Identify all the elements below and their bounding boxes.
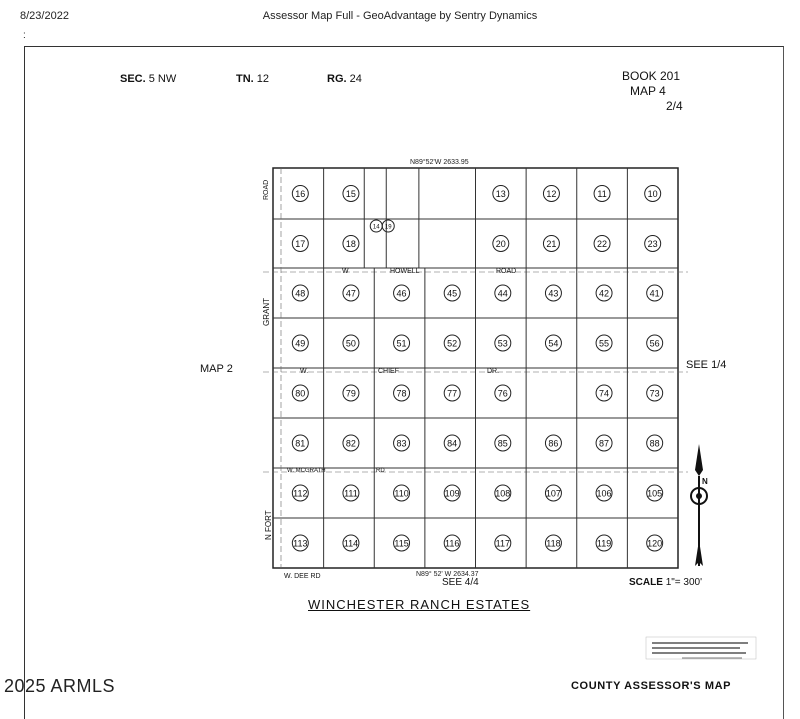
parcel-number: 82 xyxy=(345,438,356,449)
parcel-number: 117 xyxy=(495,538,510,549)
parcel-number: 44 xyxy=(497,288,508,299)
map-number: MAP 4 xyxy=(630,84,666,98)
book-number: BOOK 201 xyxy=(622,69,681,83)
parcel-number: 12 xyxy=(546,189,557,199)
armls-watermark: 2025 ARMLS xyxy=(4,676,116,696)
parcel-number: 54 xyxy=(548,338,559,349)
parcel-number: 41 xyxy=(649,288,660,299)
parcel-number: 16 xyxy=(295,189,306,199)
parcel-number: 50 xyxy=(345,338,356,349)
parcel-number: 13 xyxy=(495,189,506,199)
parcel-number: 19 xyxy=(384,224,392,231)
road-howell-suffix: ROAD xyxy=(496,268,517,275)
parcel-number: 108 xyxy=(495,488,511,499)
parcel-number: 51 xyxy=(396,338,407,349)
parcel-number: 109 xyxy=(444,488,460,499)
parcel-number: 15 xyxy=(345,189,356,199)
parcel-number: 86 xyxy=(548,438,559,449)
parcel-number: 110 xyxy=(394,488,409,499)
parcel-number: 14 xyxy=(372,224,380,231)
parcel-number: 78 xyxy=(396,388,407,399)
parcel-number: 119 xyxy=(596,538,612,549)
parcel-number: 23 xyxy=(647,239,658,249)
footer-title: COUNTY ASSESSOR'S MAP xyxy=(571,680,732,692)
parcel-number: 73 xyxy=(649,388,660,399)
parcel-number: 74 xyxy=(599,388,610,399)
parcel-number: 115 xyxy=(394,538,409,549)
parcel-number: 11 xyxy=(597,189,607,199)
parcel-number: 81 xyxy=(295,438,306,449)
township-label: TN. 12 xyxy=(236,73,270,85)
parcel-number: 43 xyxy=(548,288,559,299)
parcel-number: 42 xyxy=(599,288,610,299)
road-dee: W. DEE RD xyxy=(284,573,321,580)
parcel-number: 18 xyxy=(345,239,356,249)
road-fort: N FORT xyxy=(264,510,273,540)
parcel-number: 107 xyxy=(545,488,561,499)
margin-mark: : xyxy=(23,30,26,41)
parcel-number: 48 xyxy=(295,288,306,299)
parcel-number: 87 xyxy=(599,438,610,449)
road-grant: GRANT xyxy=(262,298,271,326)
map-scale: SCALE 1"= 300' xyxy=(629,577,703,588)
map-fraction: 2/4 xyxy=(666,99,683,113)
parcel-number: 116 xyxy=(445,538,460,549)
parcel-number: 21 xyxy=(546,239,557,249)
see-4-4-reference: SEE 4/4 xyxy=(442,577,479,588)
top-bearing: N89°52'W 2633.95 xyxy=(410,159,469,166)
parcel-number: 47 xyxy=(345,288,356,299)
print-date: 8/23/2022 xyxy=(20,10,69,22)
road-howell-w: W xyxy=(342,268,349,275)
range-label: RG. 24 xyxy=(327,73,362,85)
road-left-label: ROAD xyxy=(263,179,270,200)
parcel-number: 20 xyxy=(495,239,506,249)
road-mcgrath-name: W. MCGRATH xyxy=(287,468,326,474)
north-label: N xyxy=(702,477,708,486)
parcel-grid xyxy=(263,168,688,568)
parcel-number: 114 xyxy=(343,538,359,549)
parcel-number: 76 xyxy=(497,388,508,399)
parcel-number: 56 xyxy=(649,338,660,349)
parcel-number: 22 xyxy=(597,239,608,249)
parcel-number: 85 xyxy=(497,438,508,449)
recorder-stamp xyxy=(646,637,756,659)
parcel-number: 45 xyxy=(447,288,458,299)
parcel-number: 46 xyxy=(396,288,407,299)
map-2-reference: MAP 2 xyxy=(200,363,233,375)
parcel-number: 17 xyxy=(295,239,306,249)
parcel-number: 105 xyxy=(647,488,663,499)
parcel-number: 106 xyxy=(596,488,612,499)
parcel-number: 120 xyxy=(647,538,663,549)
parcel-number: 53 xyxy=(497,338,508,349)
north-arrow xyxy=(691,444,708,566)
parcel-number: 10 xyxy=(647,189,658,199)
parcel-number: 80 xyxy=(295,388,306,399)
parcel-number: 83 xyxy=(396,438,407,449)
parcel-number: 88 xyxy=(649,438,660,449)
road-chief-w: W. xyxy=(300,368,309,375)
subdivision-name: WINCHESTER RANCH ESTATES xyxy=(308,597,531,612)
parcel-number: 77 xyxy=(447,388,458,399)
bottom-bearing: N89° 52' W 2634.37 xyxy=(416,571,479,578)
section-label: SEC. 5 NW xyxy=(120,73,177,85)
parcel-number: 111 xyxy=(344,488,358,499)
parcel-number: 112 xyxy=(293,488,308,499)
see-1-4-reference: SEE 1/4 xyxy=(686,359,727,371)
parcel-number: 84 xyxy=(447,438,458,449)
parcel-number: 49 xyxy=(295,338,306,349)
parcel-number: 79 xyxy=(345,388,356,399)
road-howell-name: HOWELL xyxy=(390,268,420,275)
parcel-number: 113 xyxy=(293,538,308,549)
parcel-number: 118 xyxy=(546,538,561,549)
road-chief-suffix: DR. xyxy=(487,368,500,375)
print-title: Assessor Map Full - GeoAdvantage by Sentry Dynamics xyxy=(262,10,538,22)
road-mcgrath-suffix: RD xyxy=(376,468,385,474)
parcel-number: 55 xyxy=(599,338,610,349)
parcel-number: 52 xyxy=(447,338,458,349)
road-chief-name: CHIEF xyxy=(378,368,399,375)
